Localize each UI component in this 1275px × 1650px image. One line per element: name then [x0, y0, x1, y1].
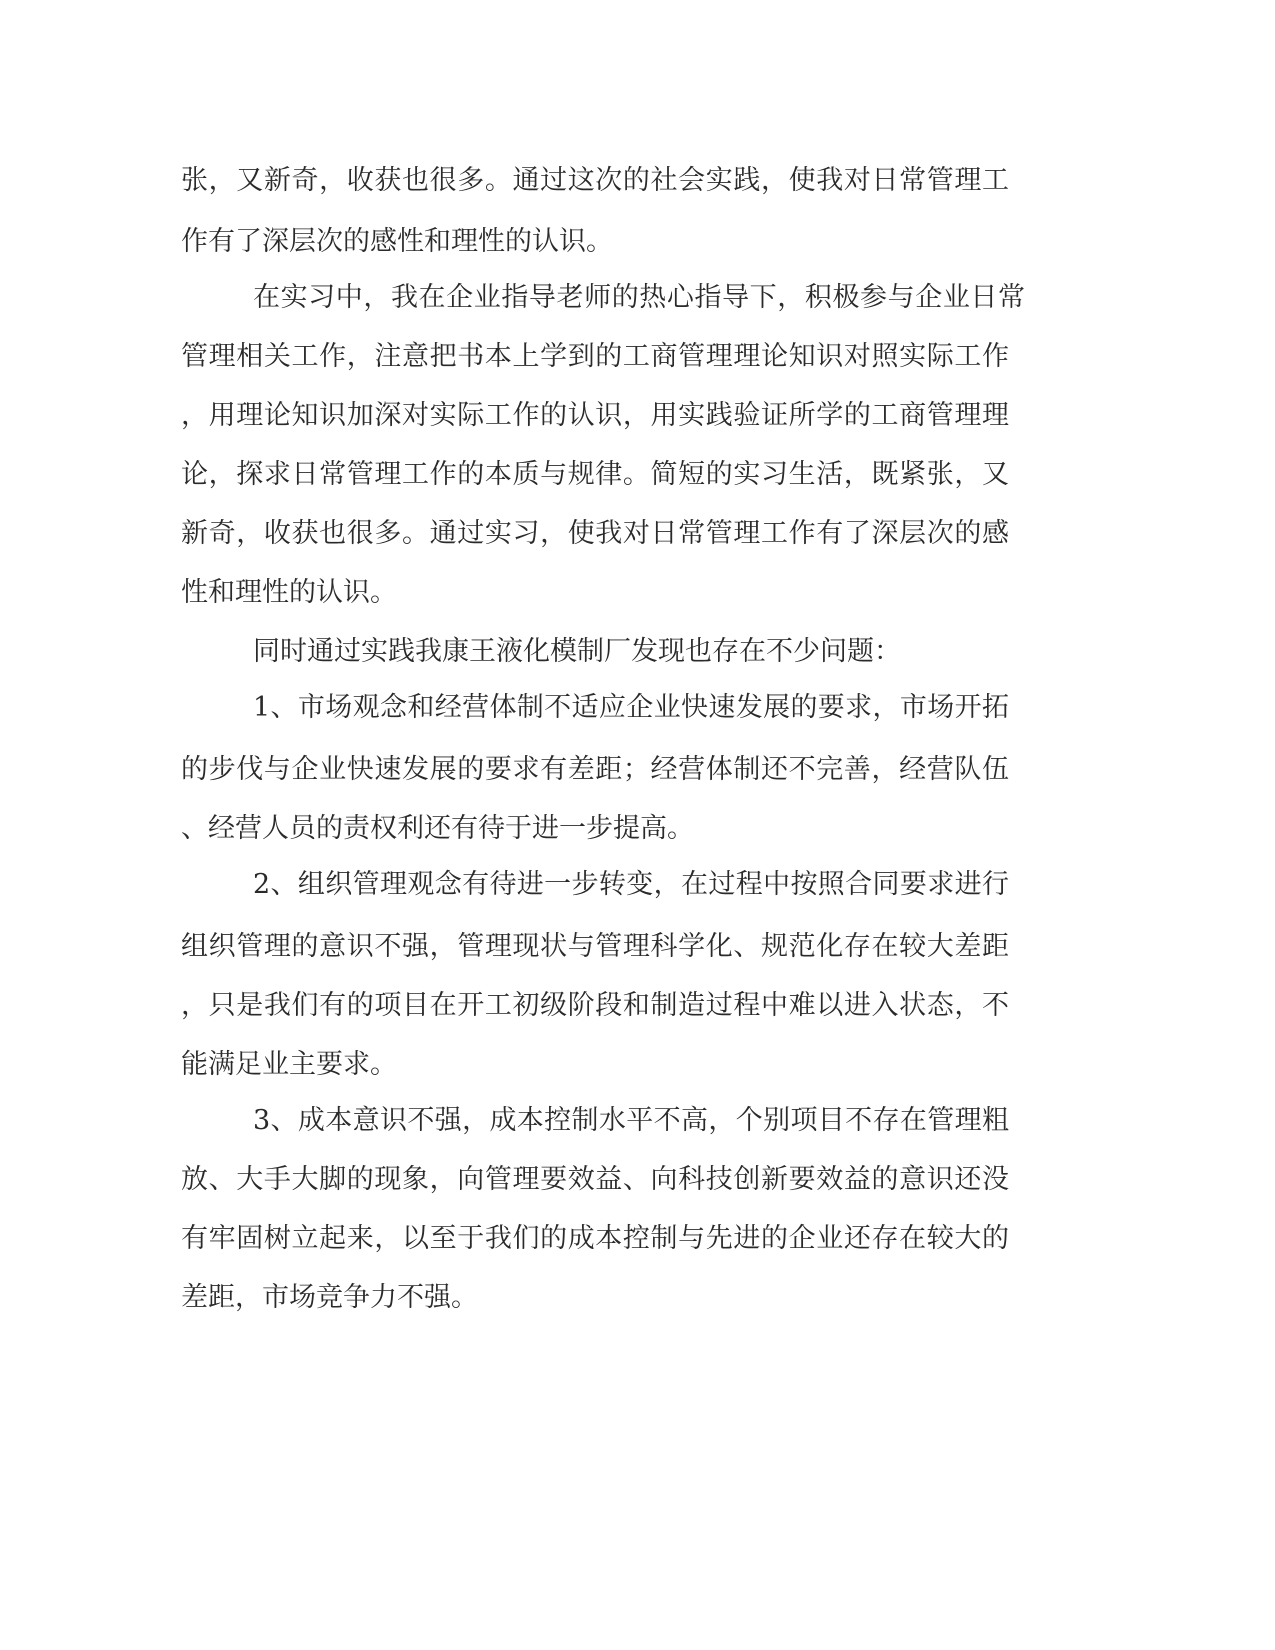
text-line: 在实习中，我在企业指导老师的热心指导下，积极参与企业日常	[253, 282, 1025, 313]
text-line: 有牢固树立起来，以至于我们的成本控制与先进的企业还存在较大的	[181, 1223, 1009, 1254]
text-line: 的步伐与企业快速发展的要求有差距；经营体制还不完善，经营队伍	[181, 754, 1009, 785]
text-line: 差距，市场竞争力不强。	[181, 1282, 478, 1313]
text-line: 放、大手大脚的现象，向管理要效益、向科技创新要效益的意识还没	[181, 1164, 1009, 1195]
text-line: 1、市场观念和经营体制不适应企业快速发展的要求，市场开拓	[253, 692, 1009, 723]
text-line: ，用理论知识加深对实际工作的认识，用实践验证所学的工商管理理	[181, 400, 1009, 431]
text-line: 同时通过实践我康王液化模制厂发现也存在不少问题：	[253, 636, 901, 667]
text-line: 新奇，收获也很多。通过实习，使我对日常管理工作有了深层次的感	[181, 518, 1009, 549]
text-line: 2、组织管理观念有待进一步转变，在过程中按照合同要求进行	[253, 869, 1009, 900]
text-line: 论，探求日常管理工作的本质与规律。简短的实习生活，既紧张，又	[181, 459, 1009, 490]
text-line: 3、成本意识不强，成本控制水平不高，个别项目不存在管理粗	[253, 1105, 1009, 1136]
text-line: 张，又新奇，收获也很多。通过这次的社会实践，使我对日常管理工	[181, 165, 1009, 196]
text-line: 能满足业主要求。	[181, 1049, 397, 1080]
text-line: ，只是我们有的项目在开工初级阶段和制造过程中难以进入状态，不	[181, 990, 1009, 1021]
text-line: 管理相关工作，注意把书本上学到的工商管理理论知识对照实际工作	[181, 341, 1009, 372]
text-line: 作有了深层次的感性和理性的认识。	[181, 226, 613, 257]
text-line: 组织管理的意识不强，管理现状与管理科学化、规范化存在较大差距	[181, 931, 1009, 962]
text-line: 性和理性的认识。	[181, 577, 397, 608]
text-line: 、经营人员的责权利还有待于进一步提高。	[181, 813, 694, 844]
